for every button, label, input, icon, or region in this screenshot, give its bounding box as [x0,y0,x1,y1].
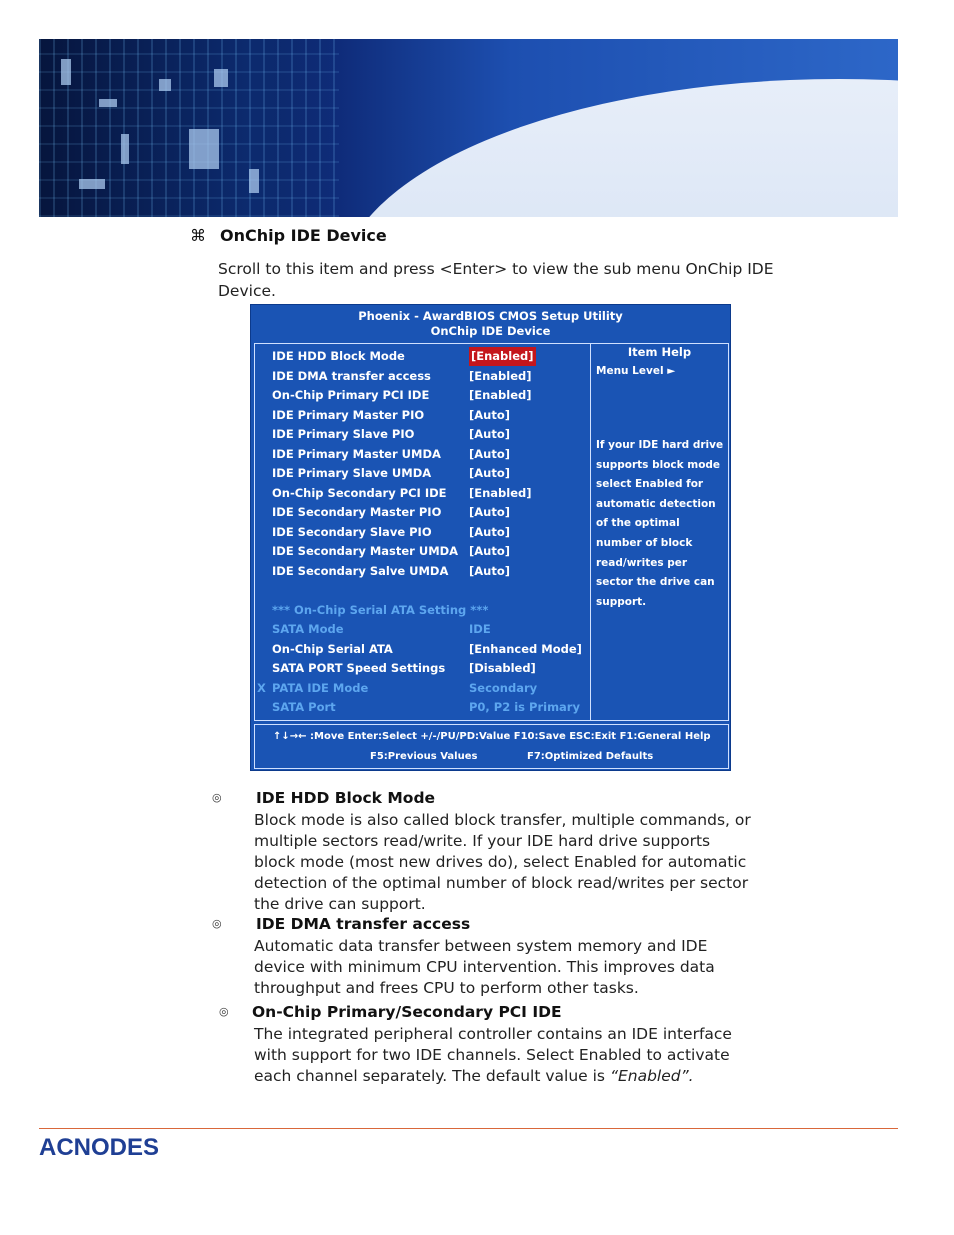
bios-row-label: IDE Primary Master PIO [272,408,425,422]
circle-bullet-icon: ◎ [212,791,222,804]
item-description-text: The integrated peripheral controller contains an IDE interface with support for two IDE channels. Select Enabled to activate each channel separately. The default value is [254,1025,732,1085]
circle-bullet-icon: ◎ [212,917,222,930]
bios-settings-panel: IDE HDD Block Mode [Enabled] IDE DMA transfer access [Enabled] On-Chip Primary PCI IDE [Enabled] IDE Primary Master PIO [Auto] IDE Primary Slave PIO [Auto] IDE Primary Master UMDA [Auto] IDE Primary Slave UMDA [Auto] On-Chip Secondary PCI IDE [Enabled] IDE Secondary Master PIO [Auto] IDE Secondary Slave PIO [Auto] IDE Secondary Master UMDA [Auto] IDE Secondary Salve UMDA [Auto] *** On-Chip Serial ATA Setting *** SATA Mode IDE On-Chip Serial ATA [Enhanced Mode] SATA PORT Speed Settings [Disabled] X PATA IDE Mode Secondary SATA Port P0, P2 is Primary [254,343,591,721]
bios-row-value[interactable]: [Auto] [469,466,510,480]
section-intro: Scroll to this item and press <Enter> to view the sub menu OnChip IDE Device. [218,260,774,300]
circuit-chip [61,59,71,85]
help-menu-level: Menu Level ► [596,365,676,377]
circuit-chip [189,129,219,169]
footer-rule [39,1128,898,1129]
command-bullet-icon: ⌘ [190,226,206,245]
bios-row-value[interactable]: [Enhanced Mode] [469,642,582,656]
bios-row-value: IDE [469,622,491,636]
bios-help-panel [590,343,729,721]
banner-swoosh [339,79,898,217]
bios-row-value[interactable]: [Auto] [469,447,510,461]
bios-row-value[interactable]: [Enabled] [469,486,532,500]
bios-row-value[interactable]: [Auto] [469,564,510,578]
item-description [254,1024,754,1087]
bios-subtitle: OnChip IDE Device [430,324,551,338]
acnodes-logo: ACNODES [39,1134,160,1161]
disabled-x-marker: X [257,681,266,695]
circuit-chip [99,99,117,107]
bios-row-label: IDE Secondary Slave PIO [272,525,432,539]
bios-row-value[interactable]: [Auto] [469,525,510,539]
key-legend-f7: F7:Optimized Defaults [527,751,654,762]
bios-row-label: IDE DMA transfer access [272,369,431,383]
bios-row-label: On-Chip Primary PCI IDE [272,388,430,402]
bios-row-label: IDE Primary Slave UMDA [272,466,432,480]
bios-row-label: IDE Secondary Salve UMDA [272,564,449,578]
header-banner [39,39,898,217]
item-description: Automatic data transfer between system memory and IDE device with minimum CPU intervention. This improves data throughput and frees CPU to perform other tasks. [254,937,715,997]
bios-row-label: SATA PORT Speed Settings [272,661,446,675]
default-value: “Enabled”. [609,1067,694,1085]
bios-row-value[interactable]: [Auto] [469,408,510,422]
bios-row-value[interactable]: [Enabled] [469,369,532,383]
circuit-board-graphic [39,39,339,217]
bios-row-value[interactable]: [Enabled] [469,388,532,402]
key-legend-line: ↑↓→← :Move Enter:Select +/-/PU/PD:Value F10:Save ESC:Exit F1:General Help [273,731,711,742]
bios-row-label: IDE Secondary Master UMDA [272,544,459,558]
bios-row-label: IDE Primary Master UMDA [272,447,441,461]
bios-row-label: SATA Port [272,700,336,714]
bios-row-value: P0, P2 is Primary [469,700,580,714]
bios-row-label: IDE Secondary Master PIO [272,505,442,519]
bios-row-label: IDE HDD Block Mode [272,349,405,363]
circuit-chip [159,79,171,91]
bios-row-value-selected[interactable]: [Enabled] [469,347,536,366]
circuit-chip [214,69,228,87]
bios-row-value: Secondary [469,681,538,695]
item-title: On-Chip Primary/Secondary PCI IDE [252,1003,562,1021]
bios-row-label: PATA IDE Mode [272,681,369,695]
item-title: IDE HDD Block Mode [256,789,436,807]
help-text: If your IDE hard drive supports block mode select Enabled for automatic detection of the optimal number of block read/writes per sector the drive can support. [596,439,724,608]
help-title: Item Help [627,345,692,359]
item-title: IDE DMA transfer access [256,915,471,933]
bios-row-value[interactable]: [Auto] [469,427,510,441]
circuit-chip [79,179,105,189]
bios-row-value[interactable]: [Auto] [469,505,510,519]
circuit-chip [249,169,259,193]
bios-row-label: On-Chip Serial ATA [272,642,393,656]
bios-row-label: On-Chip Secondary PCI IDE [272,486,447,500]
bios-title: Phoenix - AwardBIOS CMOS Setup Utility [358,309,623,323]
item-description: Block mode is also called block transfer, multiple commands, or multiple sectors read/write. If your IDE hard drive supports block mode (most new drives do), select Enabled for automatic detection of the optimal number of block read/writes per sector the drive can support. [254,811,751,913]
bios-row-value[interactable]: [Disabled] [469,661,536,675]
circle-bullet-icon: ◎ [219,1005,229,1018]
bios-row-label: IDE Primary Slave PIO [272,427,415,441]
bios-header [251,305,730,345]
section-title: OnChip IDE Device [220,226,387,245]
key-legend-f5: F5:Previous Values [370,751,478,762]
bios-row-value[interactable]: [Auto] [469,544,510,558]
bios-key-legend [254,724,729,769]
bios-screenshot [250,304,731,771]
circuit-chip [121,134,129,164]
section-heading [190,226,387,245]
bios-row-label: SATA Mode [272,622,344,636]
